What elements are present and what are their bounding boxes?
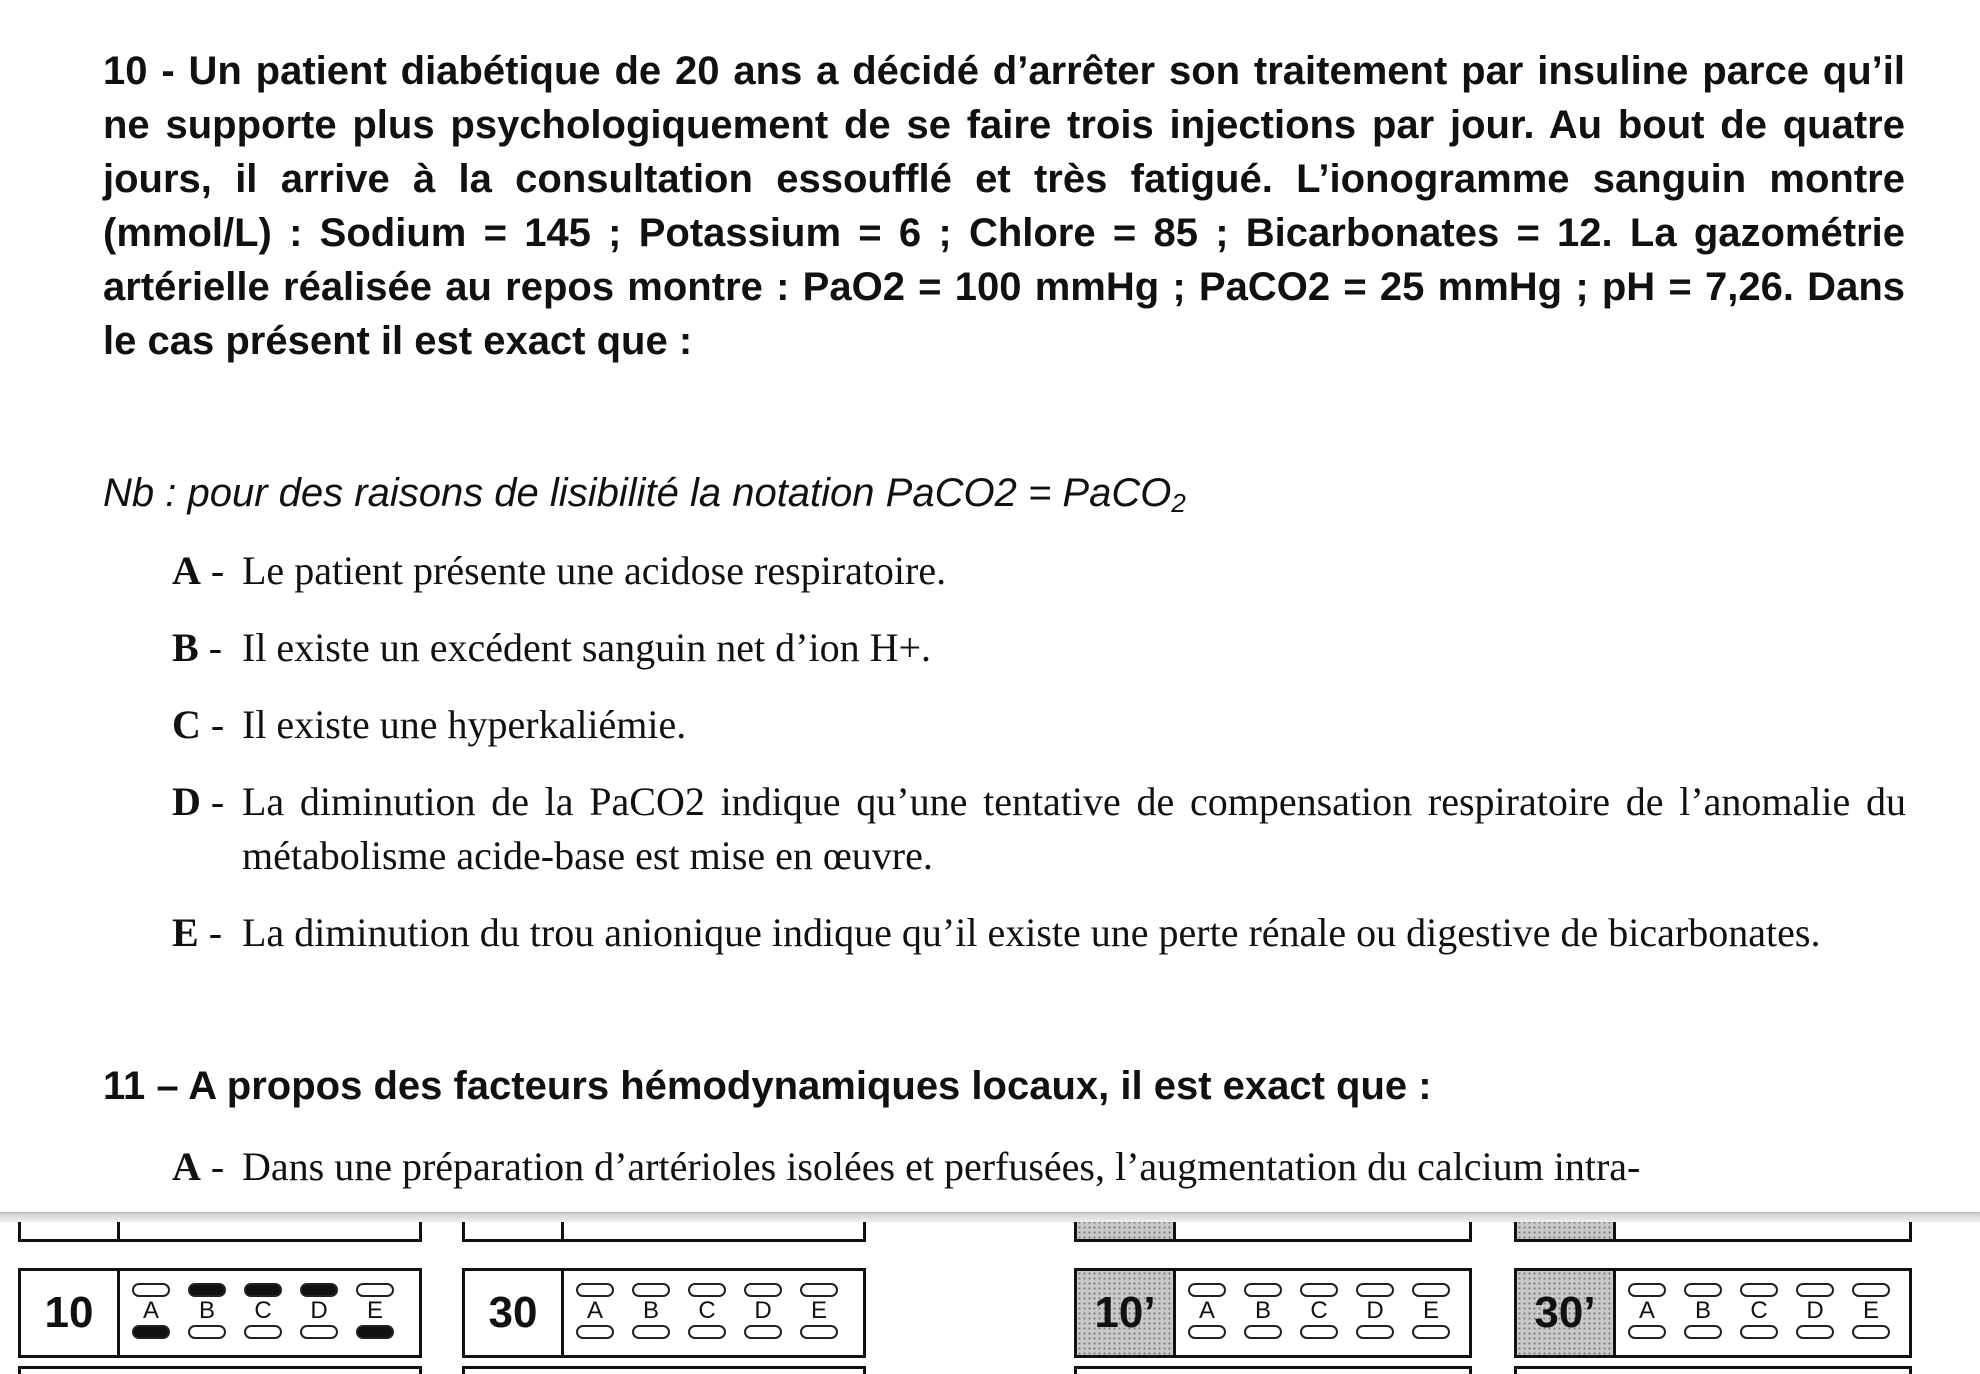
answer-bubble-true[interactable] [1740, 1283, 1778, 1297]
answer-grid [129, 1283, 397, 1339]
answer-box-30 [462, 1268, 866, 1358]
answer-grid [1625, 1283, 1893, 1339]
option-letter: A [172, 548, 201, 593]
answer-bubble-true[interactable] [1412, 1283, 1450, 1297]
answer-option-d [1793, 1283, 1837, 1339]
option-separator: - [200, 702, 225, 747]
answer-bubble-true[interactable] [1628, 1283, 1666, 1297]
answer-bubble-true[interactable] [1244, 1283, 1282, 1297]
option-text: Le patient présente une acidose respiratoire. [242, 548, 947, 593]
answer-option-a [1185, 1283, 1229, 1339]
answer-number-cell [1517, 1222, 1616, 1239]
answer-option-c [241, 1283, 285, 1339]
answer-option-d [741, 1283, 785, 1339]
answer-letter: E [1422, 1297, 1439, 1324]
answer-letter: E [366, 1297, 383, 1324]
notation-note-text: Nb : pour des raisons de lisibilité la notation PaCO2 = PaCO [103, 471, 1172, 515]
answer-number-cell [465, 1222, 564, 1239]
answer-bubble-true[interactable] [632, 1283, 670, 1297]
answer-bubble-false[interactable] [1684, 1325, 1722, 1339]
answer-option-d [1353, 1283, 1397, 1339]
option-text: Dans une préparation d’artérioles isolées et perfusées, l’augmentation du calcium intra- [242, 1144, 1641, 1189]
answer-bubble-false[interactable] [1356, 1325, 1394, 1339]
answer-option-a [129, 1283, 173, 1339]
answer-bubble-true[interactable] [1684, 1283, 1722, 1297]
answer-number: 30 [465, 1271, 564, 1355]
answer-letter: B [1694, 1297, 1711, 1324]
answer-letter: B [642, 1297, 659, 1324]
answer-bubble-false[interactable] [356, 1325, 394, 1339]
answer-bubble-false[interactable] [1796, 1325, 1834, 1339]
answer-option-b [185, 1283, 229, 1339]
option-letter: C [172, 702, 201, 747]
answer-bubble-false[interactable] [1852, 1325, 1890, 1339]
answer-bubble-false[interactable] [244, 1325, 282, 1339]
option-separator: - [200, 1144, 225, 1189]
q10-option-e [172, 906, 1906, 960]
option-separator: - [200, 548, 225, 593]
option-letter: A [172, 1144, 201, 1189]
answer-bubble-true[interactable] [132, 1283, 170, 1297]
answer-option-e [1849, 1283, 1893, 1339]
answer-bubble-true[interactable] [744, 1283, 782, 1297]
answer-letter: D [1806, 1297, 1824, 1324]
q10-option-d [172, 775, 1906, 883]
answer-box-partial-bottom [1514, 1366, 1912, 1374]
answer-bubble-true[interactable] [356, 1283, 394, 1297]
answer-letter: E [810, 1297, 827, 1324]
answer-option-b [1241, 1283, 1285, 1339]
answer-bubble-false[interactable] [1412, 1325, 1450, 1339]
answer-grid [1185, 1283, 1453, 1339]
answer-option-b [629, 1283, 673, 1339]
answer-bubble-false[interactable] [576, 1325, 614, 1339]
answer-letter: C [1310, 1297, 1328, 1324]
answer-bubble-true[interactable] [1796, 1283, 1834, 1297]
answer-letter: C [1750, 1297, 1768, 1324]
q10-option-b [172, 621, 1906, 675]
answer-option-c [1297, 1283, 1341, 1339]
answer-bubble-false[interactable] [800, 1325, 838, 1339]
question-11-heading: 11 – A propos des facteurs hémodynamiques locaux, il est exact que : [103, 1064, 1432, 1108]
q10-option-a [172, 544, 1906, 598]
answer-box-partial-bottom [462, 1366, 866, 1374]
answer-box-partial-bottom [1074, 1366, 1472, 1374]
option-text: La diminution de la PaCO2 indique qu’une tentative de compensation respiratoire de l’anomalie du métabolisme acide-base est mise en œuvre. [242, 779, 1906, 878]
answer-bubble-true[interactable] [688, 1283, 726, 1297]
answer-bubble-true[interactable] [188, 1283, 226, 1297]
answer-option-a [1625, 1283, 1669, 1339]
answer-bubble-true[interactable] [244, 1283, 282, 1297]
answer-bubble-false[interactable] [132, 1325, 170, 1339]
answer-option-b [1681, 1283, 1725, 1339]
option-text: La diminution du trou anionique indique qu’il existe une perte rénale ou digestive de bicarbonates. [242, 910, 1821, 955]
answer-number-cell [21, 1222, 120, 1239]
answer-bubble-false[interactable] [1244, 1325, 1282, 1339]
option-separator: - [200, 779, 225, 824]
q11-option-a [172, 1140, 1906, 1194]
answer-letter: D [1366, 1297, 1384, 1324]
answer-option-d [297, 1283, 341, 1339]
answer-bubble-false[interactable] [1740, 1325, 1778, 1339]
answer-box-partial-top [1074, 1222, 1472, 1242]
answer-box-partial-top [1514, 1222, 1912, 1242]
answer-bubble-true[interactable] [1188, 1283, 1226, 1297]
answer-letter: A [586, 1297, 603, 1324]
answer-box-partial-top [18, 1222, 422, 1242]
answer-option-e [797, 1283, 841, 1339]
answer-bubble-false[interactable] [188, 1325, 226, 1339]
answer-number: 10 [21, 1271, 120, 1355]
notation-note-subscript: 2 [1171, 488, 1186, 518]
answer-bubble-true[interactable] [1356, 1283, 1394, 1297]
answer-bubble-false[interactable] [1188, 1325, 1226, 1339]
answer-bubble-false[interactable] [688, 1325, 726, 1339]
answer-bubble-true[interactable] [1300, 1283, 1338, 1297]
answer-option-a [573, 1283, 617, 1339]
answer-box-30-prime [1514, 1268, 1912, 1358]
option-text: Il existe un excédent sanguin net d’ion H+. [242, 625, 932, 670]
answer-grid [573, 1283, 841, 1339]
option-separator: - [198, 625, 223, 670]
answer-sheet [0, 1222, 1980, 1374]
answer-box-partial-top [462, 1222, 866, 1242]
q10-option-c [172, 698, 1906, 752]
answer-box-partial-bottom [18, 1366, 422, 1374]
option-text: Il existe une hyperkaliémie. [242, 702, 687, 747]
answer-bubble-false[interactable] [300, 1325, 338, 1339]
answer-letter: A [1638, 1297, 1655, 1324]
answer-option-e [1409, 1283, 1453, 1339]
answer-bubble-true[interactable] [1852, 1283, 1890, 1297]
option-letter: D [172, 779, 201, 824]
answer-option-c [685, 1283, 729, 1339]
answer-letter: C [698, 1297, 716, 1324]
answer-number: 10’ [1077, 1271, 1176, 1355]
answer-letter: D [310, 1297, 328, 1324]
answer-box-10 [18, 1268, 422, 1358]
answer-letter: A [1198, 1297, 1215, 1324]
answer-letter: C [254, 1297, 272, 1324]
answer-box-10-prime [1074, 1268, 1472, 1358]
answer-number-cell [1077, 1222, 1176, 1239]
answer-bubble-false[interactable] [1300, 1325, 1338, 1339]
answer-bubble-false[interactable] [744, 1325, 782, 1339]
answer-letter: B [1254, 1297, 1271, 1324]
answer-option-c [1737, 1283, 1781, 1339]
answer-letter: E [1862, 1297, 1879, 1324]
question-10-heading: 10 - Un patient diabétique de 20 ans a décidé d’arrêter son traitement par insuline parce qu’il ne supporte plus psychologiquement de se faire trois injections par jour. Au bout de quatre jours, il arrive à la consultation essoufflé et très fatigué. L’ionogramme sanguin montre (mmol/L) : Sodium = 145 ; Potassium = 6 ; Chlore = 85 ; Bicarbonates = 12. La gazométrie artérielle réalisée au repos montre : PaO2 = 100 mmHg ; PaCO2 = 25 mmHg ; pH = 7,26. Dans le cas présent il est exact que : [103, 49, 1905, 363]
answer-bubble-true[interactable] [800, 1283, 838, 1297]
answer-number: 30’ [1517, 1271, 1616, 1355]
answer-bubble-true[interactable] [300, 1283, 338, 1297]
option-letter: E [172, 910, 199, 955]
answer-bubble-false[interactable] [632, 1325, 670, 1339]
answer-bubble-false[interactable] [1628, 1325, 1666, 1339]
option-letter: B [172, 625, 199, 670]
answer-bubble-true[interactable] [576, 1283, 614, 1297]
answer-option-e [353, 1283, 397, 1339]
answer-letter: B [198, 1297, 215, 1324]
option-separator: - [198, 910, 223, 955]
notation-note [103, 466, 1803, 530]
answer-letter: A [142, 1297, 159, 1324]
answer-letter: D [754, 1297, 772, 1324]
